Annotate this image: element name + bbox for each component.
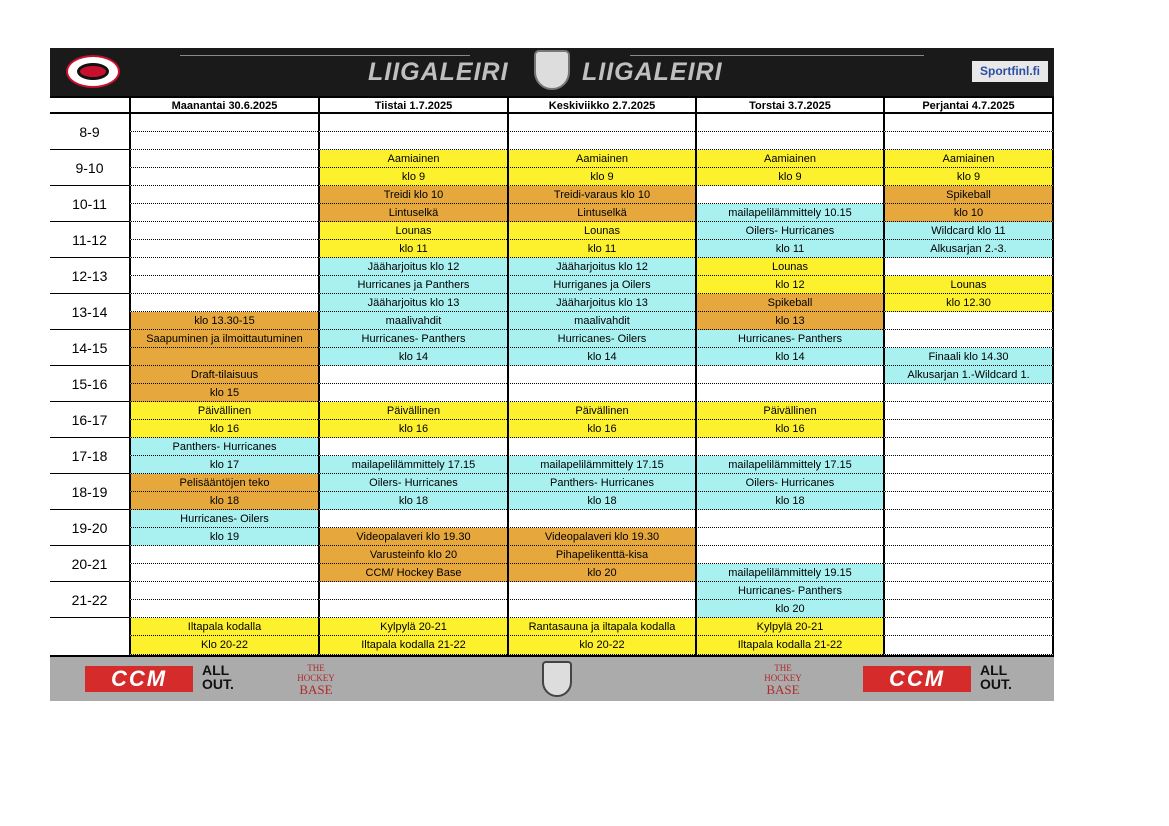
time-slot: 13-14 [50, 294, 129, 330]
schedule-cell: Pelisääntöjen teko [129, 474, 318, 492]
schedule-cell: Saapuminen ja ilmoittautuminen [129, 330, 318, 348]
schedule-cell: Treidi klo 10 [318, 186, 507, 204]
schedule-cell: Lounas [318, 222, 507, 240]
schedule-cell: Varusteinfo klo 20 [318, 546, 507, 564]
day-header: Tiistai 1.7.2025 [318, 96, 507, 114]
schedule-cell [129, 294, 318, 312]
banner-title-left: LIIGALEIRI [368, 58, 509, 86]
all-out-right-line2: OUT. [980, 676, 1012, 692]
all-out-left-line1: ALL [202, 662, 230, 678]
schedule-cell [883, 384, 1054, 402]
time-slot: 14-15 [50, 330, 129, 366]
schedule-cell [883, 546, 1054, 564]
schedule-cell: klo 17 [129, 456, 318, 474]
schedule-cell [318, 132, 507, 150]
schedule-cell: Päivällinen [318, 402, 507, 420]
all-out-logo-left [202, 663, 234, 691]
time-slot: 21-22 [50, 582, 129, 618]
schedule-cell [883, 474, 1054, 492]
schedule-cell: Oilers- Hurricanes [318, 474, 507, 492]
schedule-cell: Oilers- Hurricanes [695, 474, 883, 492]
schedule-cell: Hurricanes ja Panthers [318, 276, 507, 294]
ccm-logo-right: CCM [863, 666, 971, 692]
time-slot [50, 618, 129, 655]
schedule-cell: Päivällinen [695, 402, 883, 420]
schedule-cell: Lounas [695, 258, 883, 276]
hockey-base-left-the: THE [307, 663, 325, 673]
schedule-cell: Rantasauna ja iltapala kodalla [507, 618, 695, 636]
schedule-cell: Aamiainen [883, 150, 1054, 168]
schedule-cell: Päivällinen [129, 402, 318, 420]
schedule-cell: Lintuselkä [318, 204, 507, 222]
schedule-cell: Aamiainen [318, 150, 507, 168]
schedule-cell: klo 18 [507, 492, 695, 510]
schedule-cell: klo 20-22 [507, 636, 695, 655]
schedule-cell [883, 510, 1054, 528]
schedule-cell: Hurricanes- Panthers [695, 330, 883, 348]
schedule-cell [507, 600, 695, 618]
schedule-cell: Lintuselkä [507, 204, 695, 222]
schedule-cell: klo 9 [883, 168, 1054, 186]
time-slot: 18-19 [50, 474, 129, 510]
schedule-cell [507, 582, 695, 600]
schedule-cell: mailapelilämmittely 17.15 [318, 456, 507, 474]
time-slot: 10-11 [50, 186, 129, 222]
banner-divider-right [630, 55, 924, 56]
schedule-cell: Hurricanes- Oilers [507, 330, 695, 348]
schedule-cell: klo 14 [507, 348, 695, 366]
schedule-cell: klo 20 [695, 600, 883, 618]
schedule-cell: Lounas [507, 222, 695, 240]
schedule-cell: maalivahdit [507, 312, 695, 330]
schedule-cell [695, 186, 883, 204]
schedule-cell [883, 492, 1054, 510]
day-header: Perjantai 4.7.2025 [883, 96, 1054, 114]
time-slot: 9-10 [50, 150, 129, 186]
time-slot: 16-17 [50, 402, 129, 438]
schedule-cell [129, 564, 318, 582]
time-slot: 11-12 [50, 222, 129, 258]
hockey-base-logo-left [292, 663, 340, 695]
schedule-cell [883, 402, 1054, 420]
schedule-cell: Alkusarjan 1.-Wildcard 1. [883, 366, 1054, 384]
schedule-cell [129, 186, 318, 204]
schedule-cell [318, 582, 507, 600]
schedule-cell [695, 528, 883, 546]
schedule-cell: Spikeball [695, 294, 883, 312]
schedule-cell: Hurricanes- Panthers [318, 330, 507, 348]
schedule-cell [883, 456, 1054, 474]
schedule-cell [129, 132, 318, 150]
schedule-cell [129, 168, 318, 186]
schedule-cell: Aamiainen [695, 150, 883, 168]
schedule-cell: Spikeball [883, 186, 1054, 204]
schedule-cell [129, 240, 318, 258]
schedule-cell: klo 15 [129, 384, 318, 402]
schedule-cell [883, 330, 1054, 348]
schedule-cell: klo 18 [129, 492, 318, 510]
hockey-base-right-base: BASE [766, 682, 800, 697]
schedule-cell: Panthers- Hurricanes [129, 438, 318, 456]
schedule-cell [318, 600, 507, 618]
schedule-cell: klo 12 [695, 276, 883, 294]
schedule-cell [507, 114, 695, 132]
schedule-cell: Videopalaveri klo 19.30 [507, 528, 695, 546]
schedule-cell: Iltapala kodalla 21-22 [695, 636, 883, 655]
schedule-cell: Jääharjoitus klo 13 [318, 294, 507, 312]
schedule-cell [695, 384, 883, 402]
schedule-cell: Jääharjoitus klo 12 [318, 258, 507, 276]
schedule-cell [318, 438, 507, 456]
schedule-cell: Lounas [883, 276, 1054, 294]
schedule-cell: klo 9 [695, 168, 883, 186]
schedule-cell: Iltapala kodalla [129, 618, 318, 636]
time-slot: 15-16 [50, 366, 129, 402]
schedule-cell: klo 9 [507, 168, 695, 186]
hockey-base-logo-right [759, 663, 807, 695]
schedule-cell [318, 384, 507, 402]
schedule-cell: klo 18 [318, 492, 507, 510]
schedule-cell: klo 16 [318, 420, 507, 438]
schedule-cell [695, 114, 883, 132]
schedule-cell [129, 150, 318, 168]
schedule-cell: klo 16 [129, 420, 318, 438]
schedule-cell: Hurriganes ja Oilers [507, 276, 695, 294]
schedule-cell: klo 19 [129, 528, 318, 546]
schedule-cell [318, 114, 507, 132]
schedule-cell: Videopalaveri klo 19.30 [318, 528, 507, 546]
schedule-cell [883, 618, 1054, 636]
schedule-cell: Alkusarjan 2.-3. [883, 240, 1054, 258]
schedule-cell [129, 114, 318, 132]
schedule-cell: Panthers- Hurricanes [507, 474, 695, 492]
sheet-header [50, 48, 1054, 96]
schedule-cell: Treidi-varaus klo 10 [507, 186, 695, 204]
time-slot: 8-9 [50, 114, 129, 150]
time-slot: 17-18 [50, 438, 129, 474]
schedule-cell: mailapelilämmittely 17.15 [507, 456, 695, 474]
schedule-cell [695, 510, 883, 528]
schedule-cell: Aamiainen [507, 150, 695, 168]
schedule-cell [883, 564, 1054, 582]
schedule-cell [883, 528, 1054, 546]
time-slot: 20-21 [50, 546, 129, 582]
hockey-base-right-the: THE [774, 663, 792, 673]
schedule-cell: klo 13 [695, 312, 883, 330]
schedule-grid [50, 96, 1054, 657]
schedule-cell [883, 258, 1054, 276]
schedule-cell [695, 366, 883, 384]
schedule-cell: klo 20 [507, 564, 695, 582]
schedule-cell: Klo 20-22 [129, 636, 318, 655]
schedule-cell [883, 312, 1054, 330]
all-out-logo-right [980, 663, 1012, 691]
schedule-cell: mailapelilämmittely 17.15 [695, 456, 883, 474]
schedule-cell: klo 16 [507, 420, 695, 438]
schedule-cell: Pihapelikenttä-kisa [507, 546, 695, 564]
time-slot: 12-13 [50, 258, 129, 294]
schedule-cell [129, 204, 318, 222]
schedule-cell: mailapelilämmittely 19.15 [695, 564, 883, 582]
schedule-cell [507, 438, 695, 456]
schedule-cell [695, 546, 883, 564]
schedule-cell [129, 582, 318, 600]
schedule-cell [883, 600, 1054, 618]
schedule-cell [695, 132, 883, 150]
schedule-cell: Kylpylä 20-21 [695, 618, 883, 636]
schedule-cell: Jääharjoitus klo 12 [507, 258, 695, 276]
schedule-cell: klo 10 [883, 204, 1054, 222]
hurricanes-logo-icon [66, 55, 120, 88]
schedule-cell [883, 132, 1054, 150]
all-out-left-line2: OUT. [202, 676, 234, 692]
ccm-logo-left: CCM [85, 666, 193, 692]
schedule-cell: Wildcard klo 11 [883, 222, 1054, 240]
day-header: Keskiviikko 2.7.2025 [507, 96, 695, 114]
banner-divider-left [180, 55, 470, 56]
schedule-cell [318, 510, 507, 528]
schedule-cell: Hurricanes- Panthers [695, 582, 883, 600]
schedule-cell: Oilers- Hurricanes [695, 222, 883, 240]
schedule-cell [883, 114, 1054, 132]
schedule-cell [695, 438, 883, 456]
schedule-cell: CCM/ Hockey Base [318, 564, 507, 582]
schedule-cell: klo 11 [695, 240, 883, 258]
schedule-cell: Draft-tilaisuus [129, 366, 318, 384]
schedule-cell: Kylpylä 20-21 [318, 618, 507, 636]
schedule-cell: maalivahdit [318, 312, 507, 330]
schedule-cell: Jääharjoitus klo 13 [507, 294, 695, 312]
hockey-base-left-base: BASE [299, 682, 333, 697]
schedule-cell [883, 582, 1054, 600]
schedule-cell [318, 366, 507, 384]
day-header: Maanantai 30.6.2025 [129, 96, 318, 114]
all-out-right-line1: ALL [980, 662, 1008, 678]
schedule-cell [507, 510, 695, 528]
schedule-cell [507, 384, 695, 402]
banner-title-right: LIIGALEIRI [582, 58, 723, 86]
schedule-cell [883, 636, 1054, 655]
schedule-cell: klo 12.30 [883, 294, 1054, 312]
schedule-cell [507, 132, 695, 150]
schedule-cell: klo 11 [507, 240, 695, 258]
schedule-cell: klo 11 [318, 240, 507, 258]
sponsor-footer [50, 657, 1054, 701]
schedule-cell: klo 16 [695, 420, 883, 438]
schedule-cell: klo 14 [695, 348, 883, 366]
time-slot: 19-20 [50, 510, 129, 546]
schedule-cell [129, 546, 318, 564]
schedule-sheet [50, 48, 1054, 701]
schedule-cell [129, 600, 318, 618]
schedule-cell [129, 258, 318, 276]
schedule-cell [507, 366, 695, 384]
schedule-cell [129, 348, 318, 366]
schedule-cell: Iltapala kodalla 21-22 [318, 636, 507, 655]
hockey-base-right-hockey: HOCKEY [764, 673, 802, 683]
schedule-cell [129, 222, 318, 240]
schedule-cell: klo 9 [318, 168, 507, 186]
schedule-cell: mailapelilämmittely 10.15 [695, 204, 883, 222]
schedule-cell: klo 18 [695, 492, 883, 510]
nhl-shield-icon [534, 50, 570, 90]
schedule-cell [883, 438, 1054, 456]
schedule-cell: klo 14 [318, 348, 507, 366]
day-header: Torstai 3.7.2025 [695, 96, 883, 114]
schedule-cell: Päivällinen [507, 402, 695, 420]
schedule-cell: klo 13.30-15 [129, 312, 318, 330]
schedule-cell [129, 276, 318, 294]
schedule-cell: Finaali klo 14.30 [883, 348, 1054, 366]
nhl-shield-footer-icon [542, 661, 572, 697]
header-corner [50, 96, 129, 114]
schedule-cell [883, 420, 1054, 438]
hockey-base-left-hockey: HOCKEY [297, 673, 335, 683]
schedule-cell: Hurricanes- Oilers [129, 510, 318, 528]
sportfinl-logo: Sportfinl.fi [972, 61, 1048, 82]
